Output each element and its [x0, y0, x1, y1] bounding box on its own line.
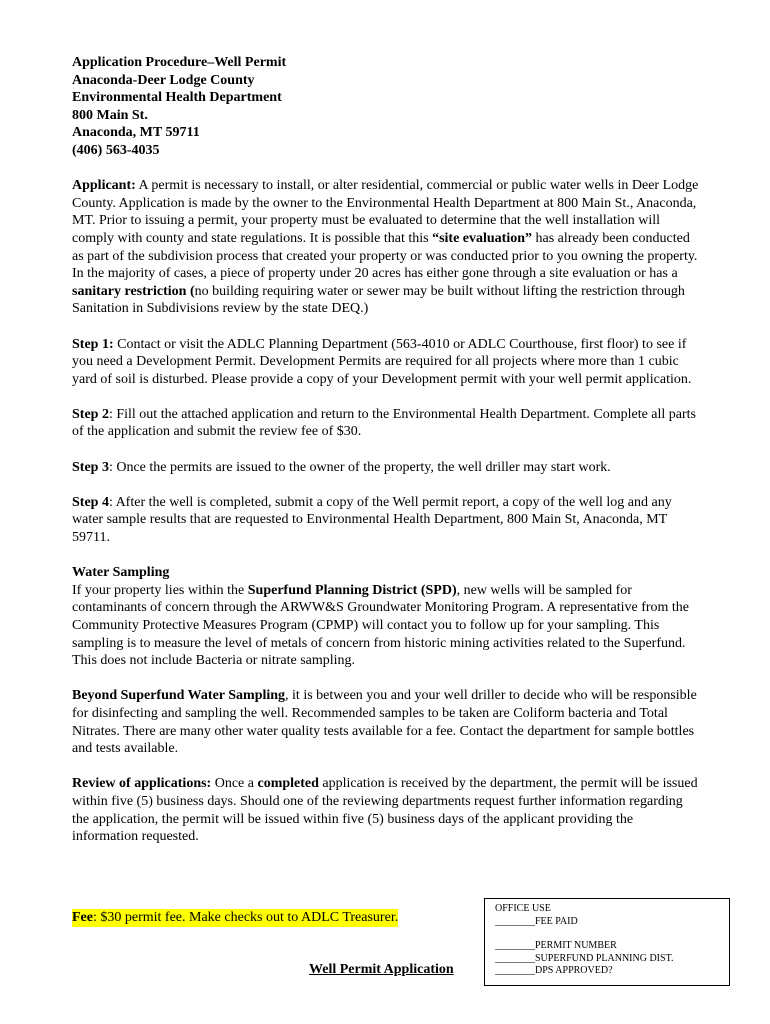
document-body: [72, 54, 702, 846]
form-title: Well Permit Application: [309, 962, 454, 977]
step1-paragraph: Step 1: Contact or visit the ADLC Planning Department (563-4010 or ADLC Courthouse, first floor) to see if you need a Development Permit. Development Permits are required for all projects where more than 1 cubic yard of soil is disturbed. Please provide a copy of your Development permit with your well permit application.: [72, 336, 692, 387]
water-sampling-section: [72, 564, 702, 670]
applicant-paragraph: Applicant: A permit is necessary to install, or alter residential, commercial or public water wells in Deer Lodge County. Application is made by the owner to the Environmental Health Department at 800 Main St., Anaconda, MT. Prior to issuing a permit, your property must be evaluated to determine that the well installation will comply with county and state regulations. It is possible that this “site evaluation” has already been conducted as part of the subdivision process that created your property or was conducted prior to you owning the property. In the majority of cases, a piece of property under 20 acres has either gone through a site evaluation or has a sanitary restriction (no building requiring water or sewer may be built without lifting the restriction through Sanitation in Subdivisions review by the state DEQ.): [72, 178, 699, 317]
beyond-superfund-paragraph: Beyond Superfund Water Sampling, it is between you and your well driller to decide who will be responsible for disinfecting and sampling the well. Recommended samples to be taken are Coliform bacteria and Total Nitrates. There are many other water quality tests available for a fee. Contact the department for sample bottles and tests available.: [72, 688, 697, 757]
street-address: 800 Main St.: [72, 107, 148, 123]
review-paragraph: Review of applications: Once a completed application is received by the department, the permit will be issued within five (5) business days. Should one of the reviewing departments request further information regarding the application, the permit will be issued within five (5) business days of the applicant providing the information requested.: [72, 776, 698, 845]
step2-label: Step 2: [72, 406, 109, 422]
superfund-district-field: ________SUPERFUND PLANNING DIST.: [495, 952, 674, 964]
department-name: Environmental Health Department: [72, 90, 282, 106]
office-use-title: OFFICE USE: [495, 903, 551, 914]
fee-label: Fee: [72, 910, 93, 925]
dps-approved-field: ________DPS APPROVED?: [495, 965, 613, 976]
step2-paragraph: Step 2: Fill out the attached application and return to the Environmental Health Department. Complete all parts of the application and submit the review fee of $30.: [72, 406, 697, 440]
review-label: Review of applications:: [72, 776, 212, 792]
doc-title: Application Procedure–Well Permit: [72, 55, 287, 70]
phone-number: (406) 563-4035: [72, 142, 160, 158]
permit-number-field: ________PERMIT NUMBER: [495, 940, 617, 951]
fee-line: Fee: $30 permit fee. Make checks out to ADLC Treasurer.: [72, 910, 399, 925]
letterhead: [72, 54, 702, 160]
city-state-zip: Anaconda, MT 59711: [72, 125, 200, 141]
step3-label: Step 3: [72, 459, 109, 475]
fee-paid-field: ________FEE PAID: [495, 915, 578, 927]
step4-paragraph: Step 4: After the well is completed, submit a copy of the Well permit report, a copy of the well log and any water sample results that are requested to Environmental Health Department, 800 Main St, Anaconda, MT 59711.: [72, 494, 672, 546]
water-sampling-heading: Water Sampling: [72, 565, 170, 581]
office-use-box: [484, 898, 730, 986]
county-name: Anaconda-Deer Lodge County: [72, 72, 255, 88]
step4-label: Step 4: [72, 494, 109, 510]
applicant-label: Applicant:: [72, 178, 136, 194]
step1-label: Step 1:: [72, 336, 114, 352]
step3-paragraph: Step 3: Once the permits are issued to the owner of the property, the well driller may start work.: [72, 459, 611, 475]
beyond-label: Beyond Superfund Water Sampling: [72, 688, 286, 704]
water-sampling-paragraph: If your property lies within the Superfund Planning District (SPD), new wells will be sampled for contaminants of concern through the ARWW&S Groundwater Monitoring Program. A representative from the Community Protective Measures Program (CPMP) will contact you to follow up for your sampling. This sampling is to measure the level of metals of concern from historic mining activities related to the Superfund. This does not include Bacteria or nitrate sampling.: [72, 582, 690, 669]
